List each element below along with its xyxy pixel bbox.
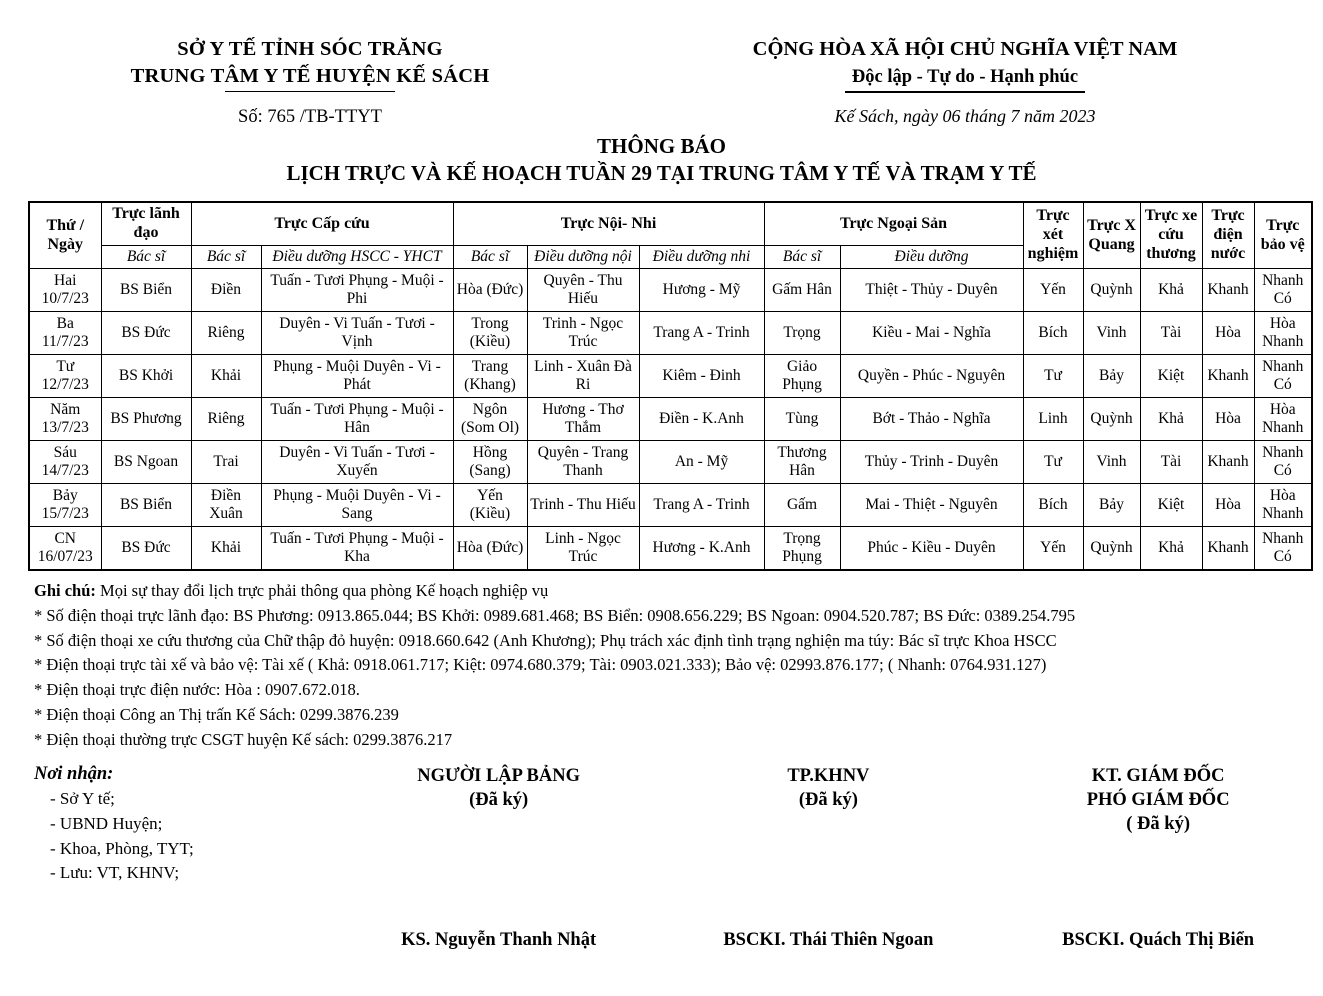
cell-emg-nurse: Tuấn - Tươi Phụng - Muội - Hân	[261, 398, 453, 441]
table-header-row-groups	[29, 202, 1312, 245]
table-row	[29, 312, 1312, 355]
cell-day	[29, 441, 101, 484]
signer-name-0: KS. Nguyễn Thanh Nhật	[401, 929, 597, 950]
day-date: 13/7/23	[41, 419, 89, 437]
cell-emg-nurse: Duyên - Vi Tuấn - Tươi - Xuyến	[261, 441, 453, 484]
cell-driver: Kiệt	[1140, 355, 1202, 398]
day-date: 10/7/23	[41, 290, 89, 308]
cell-sur-nurse: Thiệt - Thủy - Duyên	[840, 269, 1023, 312]
cell-xray-tech: Bảy	[1083, 484, 1140, 527]
cell-ew-tech: Hòa	[1202, 312, 1254, 355]
cell-emg-doctor: Điền Xuân	[191, 484, 261, 527]
notes-label: Ghi chú:	[34, 581, 96, 601]
cell-xray-tech: Bảy	[1083, 355, 1140, 398]
cell-xray-tech: Quỳnh	[1083, 398, 1140, 441]
table-row	[29, 398, 1312, 441]
cell-ped-nurse: An - Mỹ	[639, 441, 764, 484]
cell-guard: Hòa Nhanh	[1254, 484, 1312, 527]
header-surgery-obstetric: Trực Ngoại Sản	[764, 202, 1023, 245]
notice-title: THÔNG BÁO	[597, 134, 726, 159]
cell-day	[29, 269, 101, 312]
recipient-item-0: - Sở Y tế;	[50, 789, 115, 809]
day-name: Ba	[56, 314, 74, 332]
cell-sur-nurse: Bớt - Thảo - Nghĩa	[840, 398, 1023, 441]
cell-sur-doctor: Tùng	[764, 398, 840, 441]
sign-role-1-line1: TP.KHNV	[787, 766, 870, 787]
recipient-item-3: - Lưu: VT, KHNV;	[50, 863, 180, 883]
sign-role-2-line2: PHÓ GIÁM ĐỐC	[1086, 790, 1230, 811]
cell-int-nurse: Quyên - Trang Thanh	[527, 441, 639, 484]
cell-driver: Tài	[1140, 312, 1202, 355]
day-date: 15/7/23	[41, 505, 89, 523]
cell-sur-doctor: Thương Hân	[764, 441, 840, 484]
sign-role-2-line3: ( Đã ký)	[1126, 814, 1190, 835]
signature-names-row	[0, 930, 1323, 951]
cell-sur-doctor: Gấm Hân	[764, 269, 840, 312]
cell-ped-nurse: Kiêm - Đinh	[639, 355, 764, 398]
cell-sur-nurse: Mai - Thiệt - Nguyên	[840, 484, 1023, 527]
cell-leader-doctor: BS Đức	[101, 312, 191, 355]
cell-ped-nurse: Trang A - Trinh	[639, 312, 764, 355]
note-line-3: * Điện thoại trực điện nước: Hòa : 0907.672.018.	[34, 680, 360, 700]
header-left-block	[0, 36, 620, 129]
header-day: Thứ / Ngày	[29, 202, 101, 269]
cell-sur-nurse: Kiều - Mai - Nghĩa	[840, 312, 1023, 355]
cell-int-doctor: Ngôn (Som Ol)	[453, 398, 527, 441]
sign-role-0-line1: NGƯỜI LẬP BẢNG	[417, 766, 581, 787]
cell-ped-nurse: Hương - K.Anh	[639, 527, 764, 571]
header-security: Trực bảo vệ	[1254, 202, 1312, 269]
cell-lab-tech: Tư	[1023, 355, 1083, 398]
notes-label-text: Mọi sự thay đổi lịch trực phải thông qua phòng Kế hoạch nghiệp vụ	[95, 581, 549, 601]
header-electric-water: Trực điện nước	[1202, 202, 1254, 269]
cell-ew-tech: Hòa	[1202, 398, 1254, 441]
cell-lab-tech: Yến	[1023, 527, 1083, 571]
cell-leader-doctor: BS Khởi	[101, 355, 191, 398]
header-internal-pediatric: Trực Nội- Nhi	[453, 202, 764, 245]
signature-col-2	[993, 764, 1323, 886]
names-spacer	[34, 930, 334, 951]
table-row	[29, 269, 1312, 312]
cell-day	[29, 312, 101, 355]
cell-int-nurse: Linh - Ngọc Trúc	[527, 527, 639, 571]
notes-section	[34, 579, 1323, 752]
cell-sur-doctor: Gấm	[764, 484, 840, 527]
cell-xray-tech: Vinh	[1083, 312, 1140, 355]
cell-lab-tech: Bích	[1023, 484, 1083, 527]
cell-int-doctor: Trong (Kiều)	[453, 312, 527, 355]
recipients-block	[34, 764, 334, 886]
day-name: Sáu	[53, 443, 77, 461]
schedule-table-wrapper	[28, 201, 1305, 571]
cell-guard: Nhanh Có	[1254, 441, 1312, 484]
day-name: Bảy	[52, 486, 78, 504]
department-name: SỞ Y TẾ TỈNH SÓC TRĂNG	[177, 38, 443, 60]
cell-day	[29, 484, 101, 527]
cell-emg-doctor: Riêng	[191, 398, 261, 441]
subheader-int-nurse: Điều dưỡng nội	[527, 245, 639, 268]
cell-guard: Hòa Nhanh	[1254, 312, 1312, 355]
title-block	[0, 133, 1323, 187]
cell-xray-tech: Quỳnh	[1083, 269, 1140, 312]
document-number: Số: 765 /TB-TTYT	[238, 107, 382, 128]
document-header	[0, 0, 1323, 129]
cell-lab-tech: Linh	[1023, 398, 1083, 441]
signature-col-0	[334, 764, 664, 886]
cell-ew-tech: Khanh	[1202, 269, 1254, 312]
day-date: 12/7/23	[41, 376, 89, 394]
sign-role-2-line1: KT. GIÁM ĐỐC	[1091, 766, 1225, 787]
cell-day	[29, 527, 101, 571]
place-and-date: Kế Sách, ngày 06 tháng 7 năm 2023	[834, 105, 1096, 126]
subheader-emg-doctor: Bác sĩ	[191, 245, 261, 268]
signer-name-1: BSCKI. Thái Thiên Ngoan	[723, 929, 934, 950]
cell-int-doctor: Yến (Kiều)	[453, 484, 527, 527]
header-xray: Trực X Quang	[1083, 202, 1140, 269]
cell-int-nurse: Trinh - Ngọc Trúc	[527, 312, 639, 355]
cell-leader-doctor: BS Đức	[101, 527, 191, 571]
table-body	[29, 269, 1312, 571]
cell-emg-nurse: Phụng - Muội Duyên - Vi - Sang	[261, 484, 453, 527]
subheader-sur-nurse: Điều dưỡng	[840, 245, 1023, 268]
recipients-title: Nơi nhận:	[34, 764, 114, 785]
cell-sur-nurse: Quyền - Phúc - Nguyên	[840, 355, 1023, 398]
signer-name-2: BSCKI. Quách Thị Biển	[1062, 929, 1255, 950]
cell-lab-tech: Yến	[1023, 269, 1083, 312]
day-date: 14/7/23	[41, 462, 89, 480]
day-name: Năm	[50, 400, 81, 418]
cell-emg-doctor: Riêng	[191, 312, 261, 355]
subheader-emg-nurse: Điều dưỡng HSCC - YHCT	[261, 245, 453, 268]
subheader-leader-doctor: Bác sĩ	[101, 245, 191, 268]
header-right-block	[620, 36, 1310, 128]
cell-driver: Khả	[1140, 398, 1202, 441]
table-row	[29, 355, 1312, 398]
recipient-item-1: - UBND Huyện;	[50, 814, 163, 833]
cell-emg-nurse: Duyên - Vi Tuấn - Tươi - Vịnh	[261, 312, 453, 355]
cell-ped-nurse: Hương - Mỹ	[639, 269, 764, 312]
cell-driver: Kiệt	[1140, 484, 1202, 527]
day-name: Tư	[56, 357, 75, 375]
cell-xray-tech: Vinh	[1083, 441, 1140, 484]
cell-emg-doctor: Trai	[191, 441, 261, 484]
cell-xray-tech: Quỳnh	[1083, 527, 1140, 571]
cell-lab-tech: Bích	[1023, 312, 1083, 355]
cell-driver: Khả	[1140, 269, 1202, 312]
cell-int-doctor: Hòa (Đức)	[453, 527, 527, 571]
sign-role-0-line2: (Đã ký)	[469, 790, 529, 811]
cell-guard: Nhanh Có	[1254, 355, 1312, 398]
cell-ew-tech: Khanh	[1202, 355, 1254, 398]
day-name: CN	[54, 529, 77, 547]
cell-guard: Hòa Nhanh	[1254, 398, 1312, 441]
cell-int-nurse: Trinh - Thu Hiếu	[527, 484, 639, 527]
cell-driver: Khả	[1140, 527, 1202, 571]
cell-int-doctor: Hòa (Đức)	[453, 269, 527, 312]
table-head	[29, 202, 1312, 269]
cell-int-doctor: Hồng (Sang)	[453, 441, 527, 484]
cell-guard: Nhanh Có	[1254, 269, 1312, 312]
cell-emg-doctor: Khải	[191, 527, 261, 571]
header-ambulance: Trực xe cứu thương	[1140, 202, 1202, 269]
recipients-list	[50, 787, 334, 886]
day-date: 11/7/23	[41, 333, 89, 351]
sign-role-1-line2: (Đã ký)	[798, 790, 858, 811]
cell-ew-tech: Hòa	[1202, 484, 1254, 527]
cell-int-nurse: Linh - Xuân Đà Ri	[527, 355, 639, 398]
cell-ew-tech: Khanh	[1202, 441, 1254, 484]
notice-subtitle: LỊCH TRỰC VÀ KẾ HOẠCH TUẦN 29 TẠI TRUNG TÂM Y TẾ VÀ TRẠM Y TẾ	[286, 161, 1037, 186]
cell-driver: Tài	[1140, 441, 1202, 484]
cell-emg-doctor: Khải	[191, 355, 261, 398]
center-name: TRUNG TÂM Y TẾ HUYỆN KẾ SÁCH	[131, 63, 490, 90]
table-row	[29, 441, 1312, 484]
cell-guard: Nhanh Có	[1254, 527, 1312, 571]
note-line-5: * Điện thoại thường trực CSGT huyện Kế sách: 0299.3876.217	[34, 729, 453, 749]
national-title: CỘNG HÒA XÃ HỘI CHỦ NGHĨA VIỆT NAM	[752, 38, 1178, 60]
header-emergency: Trực Cấp cứu	[191, 202, 453, 245]
cell-leader-doctor: BS Ngoan	[101, 441, 191, 484]
cell-sur-doctor: Giảo Phụng	[764, 355, 840, 398]
header-leadership: Trực lãnh đạo	[101, 202, 191, 245]
cell-emg-nurse: Tuấn - Tươi Phụng - Muội - Phi	[261, 269, 453, 312]
notes-lines	[34, 604, 1323, 753]
note-line-main	[34, 579, 1323, 604]
cell-leader-doctor: BS Biển	[101, 269, 191, 312]
cell-ped-nurse: Điền - K.Anh	[639, 398, 764, 441]
cell-lab-tech: Tư	[1023, 441, 1083, 484]
cell-day	[29, 398, 101, 441]
day-date: 16/07/23	[37, 548, 93, 566]
cell-sur-nurse: Phúc - Kiều - Duyên	[840, 527, 1023, 571]
note-line-1: * Số điện thoại xe cứu thương của Chữ thập đỏ huyện: 0918.660.642 (Anh Khương); Phụ trách xác định tình trạng nghiện ma túy: Bác sĩ trực Khoa HSCC	[34, 630, 1057, 650]
note-line-0: * Số điện thoại trực lãnh đạo: BS Phương: 0913.865.044; BS Khởi: 0989.681.468; BS Biển: 0908.656.229; BS Ngoan: 0904.520.787; BS Đức: 0389.254.795	[34, 605, 1076, 625]
cell-emg-nurse: Tuấn - Tươi Phụng - Muội - Kha	[261, 527, 453, 571]
note-line-2: * Điện thoại trực tài xế và bảo vệ: Tài xế ( Khả: 0918.061.717; Kiệt: 0974.680.379; Tài: 0903.021.333); Bảo vệ: 02993.876.177; ( Nhanh: 0764.931.127)	[34, 655, 1047, 675]
cell-day	[29, 355, 101, 398]
cell-leader-doctor: BS Phương	[101, 398, 191, 441]
cell-sur-doctor: Trọng	[764, 312, 840, 355]
signature-row	[0, 764, 1323, 886]
cell-leader-doctor: BS Biển	[101, 484, 191, 527]
cell-ped-nurse: Trang A - Trinh	[639, 484, 764, 527]
cell-int-nurse: Quyên - Thu Hiếu	[527, 269, 639, 312]
cell-int-nurse: Hương - Thơ Thắm	[527, 398, 639, 441]
cell-int-doctor: Trang (Khang)	[453, 355, 527, 398]
header-lab: Trực xét nghiệm	[1023, 202, 1083, 269]
duty-schedule-table	[28, 201, 1313, 571]
cell-sur-doctor: Trọng Phụng	[764, 527, 840, 571]
cell-emg-nurse: Phụng - Muội Duyên - Vi - Phát	[261, 355, 453, 398]
cell-sur-nurse: Thủy - Trinh - Duyên	[840, 441, 1023, 484]
subheader-sur-doctor: Bác sĩ	[764, 245, 840, 268]
national-motto: Độc lập - Tự do - Hạnh phúc	[852, 65, 1078, 89]
cell-ew-tech: Khanh	[1202, 527, 1254, 571]
subheader-int-doctor: Bác sĩ	[453, 245, 527, 268]
recipient-item-2: - Khoa, Phòng, TYT;	[50, 838, 194, 858]
note-line-4: * Điện thoại Công an Thị trấn Kế Sách: 0299.3876.239	[34, 704, 399, 724]
day-name: Hai	[54, 271, 77, 289]
cell-emg-doctor: Điền	[191, 269, 261, 312]
table-row	[29, 484, 1312, 527]
table-row	[29, 527, 1312, 571]
subheader-ped-nurse: Điều dưỡng nhi	[639, 245, 764, 268]
signature-col-1	[664, 764, 994, 886]
